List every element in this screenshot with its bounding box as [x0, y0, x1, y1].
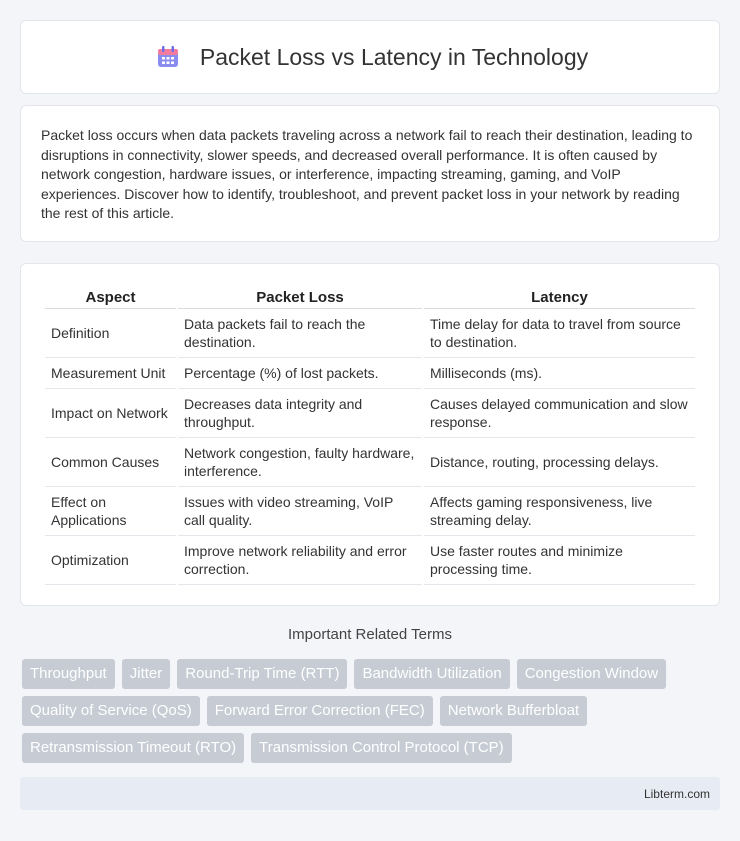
table-header-row [45, 284, 695, 309]
packet-loss-cell: Percentage (%) of lost packets. [178, 358, 422, 389]
column-header-latency: Latency [424, 284, 695, 309]
latency-cell: Affects gaming responsiveness, live streaming delay. [424, 487, 695, 536]
term-chip[interactable]: Bandwidth Utilization [354, 659, 509, 689]
related-terms-title: Important Related Terms [288, 626, 452, 643]
footer-site-link[interactable]: Libterm.com [643, 787, 710, 801]
term-chip[interactable]: Transmission Control Protocol (TCP) [251, 733, 512, 763]
latency-cell: Time delay for data to travel from source to destination. [424, 309, 695, 358]
intro-paragraph: Packet loss occurs when data packets traveling across a network fail to reach their destination, leading to disruptions in connectivity, slower speeds, and decreased overall performance. It is often caused by network congestion, hardware issues, or interference, impacting streaming, gaming, and VoIP experiences. Discover how to identify, troubleshoot, and prevent packet loss in your network by reading the rest of this article. [41, 127, 693, 222]
aspect-cell: Definition [45, 309, 176, 358]
aspect-cell: Common Causes [45, 438, 176, 487]
table-row [45, 536, 695, 585]
comparison-table [43, 284, 697, 585]
packet-loss-cell: Network congestion, faulty hardware, interference. [178, 438, 422, 487]
packet-loss-cell: Issues with video streaming, VoIP call quality. [178, 487, 422, 536]
aspect-cell: Measurement Unit [45, 358, 176, 389]
header-card [20, 20, 720, 94]
header [152, 41, 588, 73]
aspect-cell: Effect on Applications [45, 487, 176, 536]
related-terms-list [22, 659, 722, 763]
intro-card [20, 105, 720, 242]
column-header-packet-loss: Packet Loss [178, 284, 422, 309]
table-row [45, 389, 695, 438]
latency-cell: Causes delayed communication and slow response. [424, 389, 695, 438]
term-chip[interactable]: Jitter [122, 659, 171, 689]
term-chip[interactable]: Quality of Service (QoS) [22, 696, 200, 726]
table-row [45, 309, 695, 358]
term-chip[interactable]: Congestion Window [517, 659, 666, 689]
table-row [45, 358, 695, 389]
latency-cell: Use faster routes and minimize processing time. [424, 536, 695, 585]
term-chip[interactable]: Retransmission Timeout (RTO) [22, 733, 244, 763]
column-header-aspect: Aspect [45, 284, 176, 309]
page-title: Packet Loss vs Latency in Technology [199, 43, 589, 70]
packet-loss-cell: Decreases data integrity and throughput. [178, 389, 422, 438]
aspect-cell: Optimization [45, 536, 176, 585]
table-row [45, 438, 695, 487]
comparison-card [20, 263, 720, 606]
aspect-cell: Impact on Network [45, 389, 176, 438]
calendar-icon [152, 41, 184, 73]
term-chip[interactable]: Throughput [22, 659, 115, 689]
footer [20, 777, 720, 810]
latency-cell: Distance, routing, processing delays. [424, 438, 695, 487]
packet-loss-cell: Data packets fail to reach the destination. [178, 309, 422, 358]
term-chip[interactable]: Forward Error Correction (FEC) [207, 696, 433, 726]
term-chip[interactable]: Network Bufferbloat [440, 696, 587, 726]
packet-loss-cell: Improve network reliability and error correction. [178, 536, 422, 585]
term-chip[interactable]: Round-Trip Time (RTT) [177, 659, 347, 689]
table-row [45, 487, 695, 536]
latency-cell: Milliseconds (ms). [424, 358, 695, 389]
